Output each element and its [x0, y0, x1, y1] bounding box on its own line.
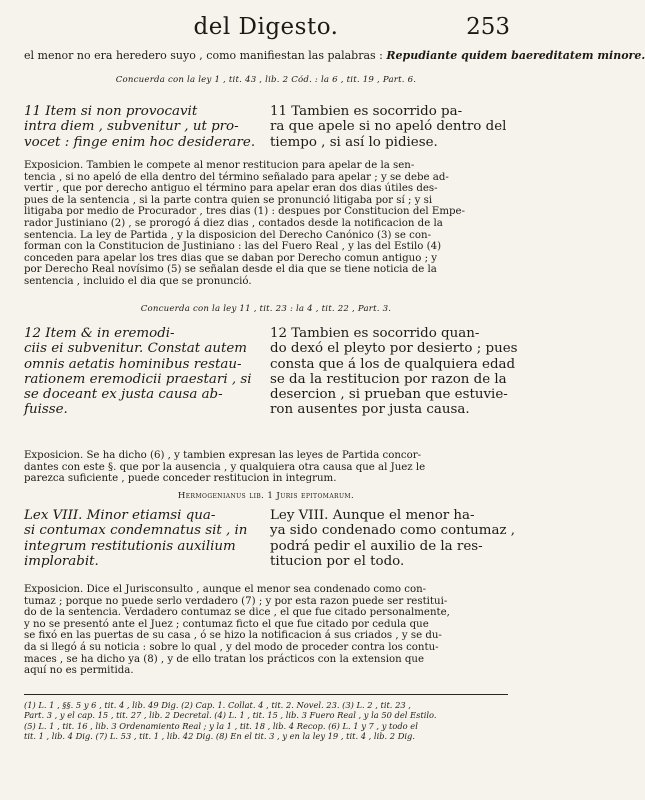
- spanish-line: Ley VIII. Aunque el menor ha-: [270, 508, 475, 523]
- latin-line: se doceant ex justa causa ab-: [24, 387, 223, 403]
- spanish-line: ra que apele si no apeló dentro del: [270, 119, 507, 135]
- exposition-line: y no se presentó ante el Juez ; contumaz ficto el que fue citado por cedula que: [24, 618, 429, 630]
- spanish-line: ya sido condenado como contumaz ,: [270, 523, 516, 539]
- spanish-line: 11 Tambien es socorrido pa-: [270, 104, 463, 119]
- section-11-latin: [24, 104, 260, 150]
- running-title: del Digesto.: [193, 14, 339, 40]
- exposition-line: sentencia. La ley de Partida , y la disposicion del Derecho Canónico (3) se con-: [24, 229, 432, 241]
- exposition-line: rador Justiniano (2) , se prorogó á diez dias , contados desde la notificacion de la: [24, 217, 443, 229]
- spanish-line: titucion por el todo.: [270, 553, 405, 569]
- latin-line: implorabit.: [24, 553, 99, 569]
- exposition-line: sentencia , incluido el dia que se pronunció.: [24, 275, 252, 287]
- footnotes: [24, 700, 508, 742]
- exposition-line: Exposicion. Tambien le compete al menor restitucion para apelar de la sen-: [24, 160, 415, 171]
- latin-line: intra diem , subvenitur , ut pro-: [24, 119, 239, 135]
- exposition-line: tencia , si no apeló de ella dentro del término señalado para apelar ; y se debe ad-: [24, 171, 449, 183]
- exposition-line: dantes con este §. que por la ausencia , y qualquiera otra causa que al Juez le: [24, 461, 426, 473]
- concordance-note-2: Concuerda con la ley 11 , tit. 23 : la 4 , tit. 22 , Part. 3.: [140, 304, 392, 314]
- latin-line: vocet : finge enim hoc desiderare.: [24, 134, 256, 150]
- exposition-line: litigaba por medio de Procurador , tres dias (1) : despues por Constitucion del Empe-: [24, 206, 465, 218]
- latin-line: fuisse.: [24, 402, 68, 418]
- page-number: 253: [466, 14, 510, 40]
- spanish-line: podrá pedir el auxilio de la res-: [270, 538, 483, 554]
- exposition-1: [24, 160, 508, 288]
- latin-line: Lex VIII. Minor etiamsi qua-: [24, 508, 216, 523]
- exposition-line: parezca suficiente , puede conceder restitucion in integrum.: [24, 473, 337, 485]
- exposition-3: [24, 584, 508, 677]
- exposition-line: tumaz ; porque no puede serlo verdadero (7) ; y por esta razon puede ser restitui-: [24, 595, 448, 607]
- footnote-line: tit. 1 , lib. 4 Dig. (7) L. 53 , tit. 1 , lib. 42 Dig. (8) En el tit. 3 , y en la ley 19 , tit. 4 , lib. 2 Dig.: [24, 731, 415, 742]
- lex-8-spanish: [270, 508, 516, 569]
- top-line: [24, 49, 645, 62]
- exposition-line: Exposicion. Se ha dicho (6) , y tambien expresan las leyes de Partida concor-: [24, 450, 422, 461]
- footnote-line: Part. 3 , y el cap. 15 , tit. 27 , lib. 2 Decretal. (4) L. 1 , tit. 15 , lib. 3 Fuero Real , y la 50 del Estilo.: [24, 710, 437, 721]
- exposition-line: aquí no es permitida.: [24, 665, 134, 677]
- top-line-italic: Repudiante quidem baereditatem minore.: [386, 49, 645, 62]
- exposition-line: por Derecho Real novísimo (5) se señalan desde el dia que se tiene noticia de la: [24, 264, 437, 276]
- footnote-rule: [24, 694, 508, 695]
- exposition-line: forman con la Constitucion de Justiniano : las del Fuero Real , y las del Estilo (4): [24, 241, 442, 253]
- exposition-2: [24, 450, 508, 485]
- latin-line: ciis ei subvenitur. Constat autem: [24, 341, 247, 357]
- spanish-line: consta que á los de qualquiera edad: [270, 356, 516, 372]
- top-line-text: el menor no era heredero suyo , como manifiestan las palabras :: [24, 49, 387, 62]
- exposition-line: maces , se ha dicho ya (8) , y de ello tratan los prácticos con la extension que: [24, 653, 424, 665]
- exposition-line: pues de la sentencia , si la parte contra quien se pronunció litigaba por sí ; y si: [24, 194, 433, 206]
- section-11-spanish: [270, 104, 508, 150]
- spanish-line: se da la restitucion por razon de la: [270, 371, 507, 387]
- footnote-line: (1) L. 1 , §§. 5 y 6 , tit. 4 , lib. 49 Dig. (2) Cap. 1. Collat. 4 , tit. 2. Novel. 23. (3) L. 2 , tit. 23 ,: [24, 700, 411, 710]
- concordance-note-1: Concuerda con la ley 1 , tit. 43 , lib. 2 Cód. : la 6 , tit. 19 , Part. 6.: [115, 75, 417, 85]
- spanish-line: ron ausentes por justa causa.: [270, 402, 470, 418]
- exposition-line: vertir , que por derecho antiguo el término para apelar eran dos dias útiles des-: [24, 183, 438, 195]
- exposition-line: da si llegó á su noticia : sobre lo qual , y del modo de proceder contra los contu-: [24, 641, 439, 653]
- exposition-line: Exposicion. Dice el Jurisconsulto , aunque el menor sea condenado como con-: [24, 584, 427, 595]
- latin-line: si contumax condemnatus sit , in: [24, 523, 248, 539]
- exposition-line: se fixó en las puertas de su casa , ó se hizo la notificacion á sus criados , y se du-: [24, 630, 442, 642]
- section-12-latin: [24, 326, 260, 418]
- exposition-line: do de la sentencia. Verdadero contumaz se dice , el que fue citado personalmente,: [24, 607, 450, 619]
- latin-line: 11 Item si non provocavit: [24, 104, 198, 119]
- spanish-line: 12 Tambien es socorrido quan-: [270, 326, 480, 341]
- spanish-line: desercion , si prueban que estuvie-: [270, 387, 508, 403]
- section-12-spanish: [270, 326, 518, 418]
- spanish-line: tiempo , si así lo pidiese.: [270, 134, 438, 150]
- lex-8-latin: [24, 508, 260, 569]
- footnote-line: (5) L. 1 , tit. 16 , lib. 3 Ordenamiento Real ; y la 1 , tit. 18 , lib. 4 Recop. (6) L. 1 y 7 , y todo el: [24, 720, 418, 731]
- exposition-line: conceden para apelar los tres dias que se daban por Derecho comun antiguo ; y: [24, 252, 438, 264]
- running-head: [0, 14, 532, 44]
- spanish-line: do dexó el pleyto por desierto ; pues: [270, 341, 518, 357]
- latin-line: 12 Item & in eremodi-: [24, 326, 175, 341]
- source-attribution: Hermogenianus lib. 1 Juris epitomarum.: [177, 491, 355, 501]
- latin-line: rationem eremodicii praestari , si: [24, 371, 252, 387]
- latin-line: integrum restitutionis auxilium: [24, 538, 236, 554]
- latin-line: omnis aetatis hominibus restau-: [24, 356, 242, 372]
